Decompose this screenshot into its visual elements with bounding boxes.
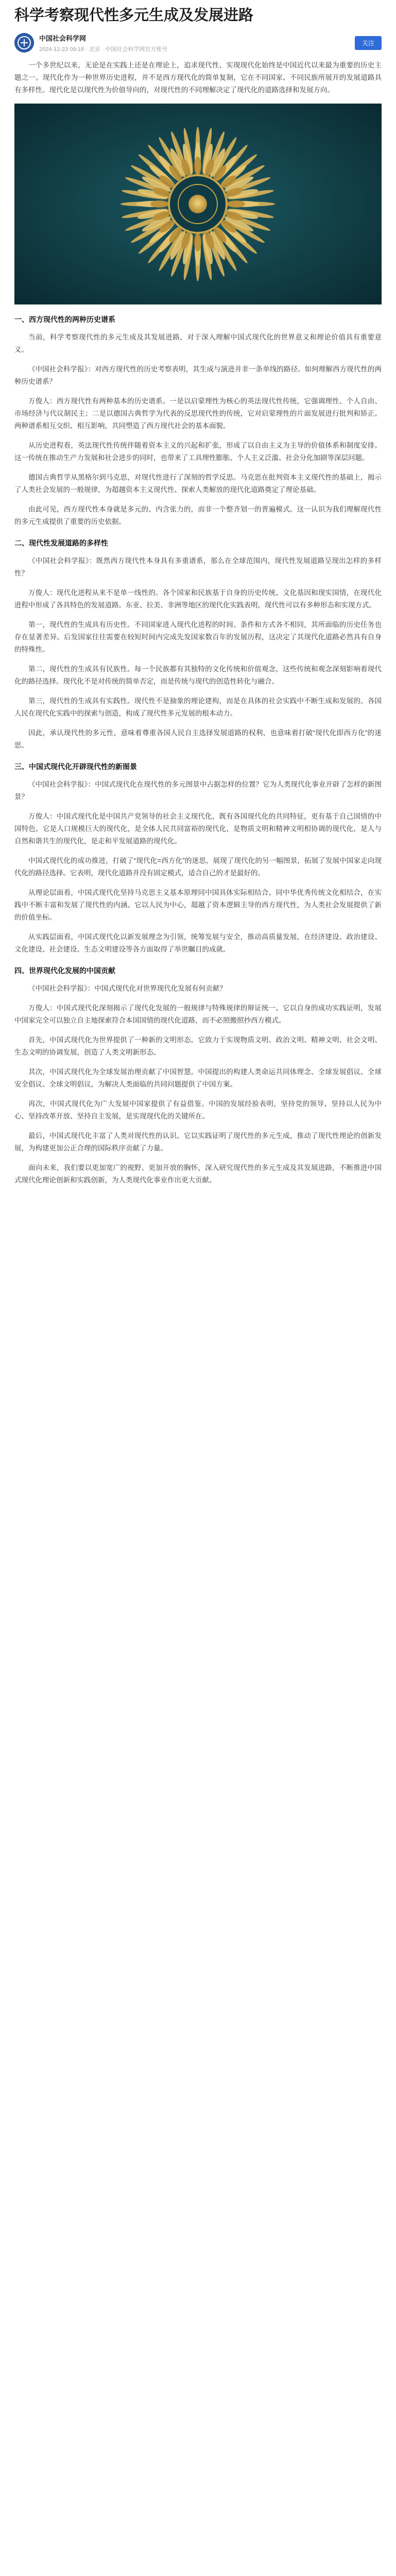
paragraph: 因此，承认现代性的多元性，意味着尊重各国人民自主选择发展道路的权利，也意味着打破“现代化即西方化”的迷思。 [14, 728, 382, 749]
paragraph: 其次，中国式现代化为全球发展治理贡献了中国智慧。中国提出的构建人类命运共同体理念、全球发展倡议、全球安全倡议、全球文明倡议，为解决人类面临的共同问题提供了中国方案。 [14, 1067, 382, 1088]
paragraph: 当前，科学考察现代性的多元生成及其发展进路，对于深入理解中国式现代化的世界意义和理论价值具有重要意义。 [14, 333, 382, 353]
paragraph: 从实践层面看，中国式现代化以新发展理念为引领，统筹发展与安全，推动高质量发展，在经济建设、政治建设、文化建设、社会建设、生态文明建设等各方面取得了举世瞩目的成就。 [14, 933, 382, 953]
author-bar [0, 29, 396, 59]
paragraph: 中国式现代化的成功推进，打破了“现代化=西方化”的迷思，展现了现代化的另一幅图景，拓展了发展中国家走向现代化的路径选择。它表明，现代化道路并没有固定模式，适合自己的才是最好的。 [14, 856, 382, 877]
paragraph: 最后，中国式现代化丰富了人类对现代性的认识。它以实践证明了现代性的多元生成，推动了现代性理论的创新发展，为构建更加公正合理的国际秩序贡献了力量。 [14, 1131, 382, 1152]
section-heading: 四、世界现代化发展的中国贡献 [14, 966, 115, 975]
paragraph: 从历史进程看，英法现代性传统伴随着资本主义的兴起和扩张，形成了以自由主义为主导的价值体系和制度安排。这一传统在推动生产力发展和社会进步的同时，也带来了工具理性膨胀、个人主义泛滥、社会分化加剧等深层问题。 [14, 441, 382, 462]
paragraph: 《中国社会科学报》：对西方现代性的历史考察表明，其生成与演进并非一条单线的路径。如何理解西方现代性的两种历史谱系？ [14, 365, 382, 385]
paragraph: 第一，现代性的生成具有历史性。不同国家进入现代化进程的时间、条件和方式各不相同，其所面临的历史任务也存在显著差异。后发国家往往需要在较短时间内完成先发国家数百年的发展历程，这决定了其现代化道路必然具有自身的特殊性。 [14, 620, 382, 653]
paragraph: 德国古典哲学从黑格尔到马克思，对现代性进行了深刻的哲学反思。马克思在批判资本主义现代性的基础上，揭示了人类社会发展的一般规律，为超越资本主义现代性、探索人类解放的现代化道路奠定了理论基础。 [14, 473, 382, 494]
paragraph: 万俊人：西方现代性有两种基本的历史谱系。一是以启蒙理性为核心的英法现代性传统，它强调理性、个人自由、市场经济与代议制民主；二是以德国古典哲学为代表的反思现代性的传统，它对启蒙理性的片面发展进行批判和矫正。两种谱系相互交织、相互影响，共同塑造了西方现代社会的基本面貌。 [14, 397, 382, 430]
golden-sunflower-emblem-icon [14, 104, 382, 304]
article-content [0, 59, 396, 1187]
paragraph: 《中国社会科学报》：中国式现代化在现代性的多元图景中占据怎样的位置？它为人类现代化事业开辟了怎样的新图景？ [14, 780, 382, 801]
cssn-logo-icon[interactable] [14, 33, 34, 53]
petal-shape [194, 157, 201, 175]
paragraph: 一个多世纪以来，无论是在实践上还是在理论上，追求现代性、实现现代化始终是中国近代以来最为重要的历史主题之一。现代化作为一种世界历史进程，并不是西方现代化的简单复制，它在不同国家、不同民族所展开的发展道路具有多样性。现代化是以现代性为价值导向的，对现代性的不同理解决定了现代化的道路选择和发展方向。 [14, 61, 382, 94]
paragraph: 万俊人：中国式现代化是中国共产党领导的社会主义现代化，既有各国现代化的共同特征，更有基于自己国情的中国特色。它是人口规模巨大的现代化，是全体人民共同富裕的现代化，是物质文明和精神文明相协调的现代化，是人与自然和谐共生的现代化，是走和平发展道路的现代化。 [14, 812, 382, 845]
paragraph: 再次，中国式现代化为广大发展中国家提供了有益借鉴。中国的发展经验表明，坚持党的领导、坚持以人民为中心、坚持改革开放、坚持自主发展，是实现现代化的关键所在。 [14, 1099, 382, 1120]
petal-shape [194, 233, 201, 251]
section-heading: 三、中国式现代化开辟现代性的新图景 [14, 762, 137, 771]
petal-shape [150, 200, 169, 208]
author-meta [39, 33, 355, 53]
paragraph: 第二，现代性的生成具有民族性。每一个民族都有其独特的文化传统和价值观念，这些传统和观念深刻影响着现代化的路径选择。现代化不是对传统的简单否定，而是传统与现代的创造性转化与融合。 [14, 665, 382, 685]
petal-shape [227, 200, 245, 208]
paragraph: 面向未来，我们要以更加宽广的视野、更加开放的胸怀，深入研究现代性的多元生成及其发展进路，不断推进中国式现代化理论创新和实践创新，为人类现代化事业作出更大贡献。 [14, 1163, 382, 1184]
author-name[interactable]: 中国社会科学网 [39, 34, 87, 42]
paragraph: 第三，现代性的生成具有实践性。现代性不是抽象的理论建构，而是在具体的社会实践中不断生成和发展的。各国人民在现代化实践中的探索与创造，构成了现代性多元发展的根本动力。 [14, 697, 382, 717]
paragraph: 万俊人：现代化进程从来不是单一线性的。各个国家和民族基于自身的历史传统、文化基因和现实国情，在现代化进程中形成了各具特色的发展道路。东亚、拉美、非洲等地区的现代化实践表明，现代性可以有多种形态和实现方式。 [14, 588, 382, 609]
follow-button[interactable]: 关注 [355, 36, 382, 50]
publish-meta: 2024-12-23 09:18 · 北京 · 中国社会科学网官方账号 [39, 46, 168, 53]
paragraph: 《中国社会科学报》：中国式现代化对世界现代化发展有何贡献？ [28, 984, 227, 992]
paragraph: 从理论层面看，中国式现代化坚持马克思主义基本原理同中国具体实际相结合、同中华优秀传统文化相结合，在实践中不断丰富和发展了现代性的内涵。它以人民为中心，超越了资本逻辑主导的西方现代性，为人类社会发展提供了新的价值坐标。 [14, 888, 382, 921]
paragraph: 由此可见，西方现代性本身就是多元的、内含张力的，而非一个整齐划一的普遍模式。这一认识为我们理解现代性的多元生成提供了重要的历史依据。 [14, 505, 382, 526]
paragraph: 《中国社会科学报》：既然西方现代性本身具有多重谱系，那么在全球范围内，现代性发展道路呈现出怎样的多样性？ [14, 556, 382, 577]
paragraph: 首先，中国式现代化为世界提供了一种新的文明形态。它致力于实现物质文明、政治文明、精神文明、社会文明、生态文明的协调发展，创造了人类文明新形态。 [14, 1036, 382, 1056]
hero-image [14, 104, 382, 304]
section-heading: 二、现代性发展道路的多样性 [14, 538, 108, 547]
article-title: 科学考察现代性多元生成及发展进路 [14, 7, 254, 24]
section-heading: 一、西方现代性的两种历史谱系 [14, 315, 115, 324]
paragraph: 万俊人：中国式现代化深刻揭示了现代化发展的一般规律与特殊规律的辩证统一。它以自身的成功实践证明，发展中国家完全可以独立自主地探索符合本国国情的现代化道路，而不必照搬照抄西方模式。 [14, 1004, 382, 1024]
